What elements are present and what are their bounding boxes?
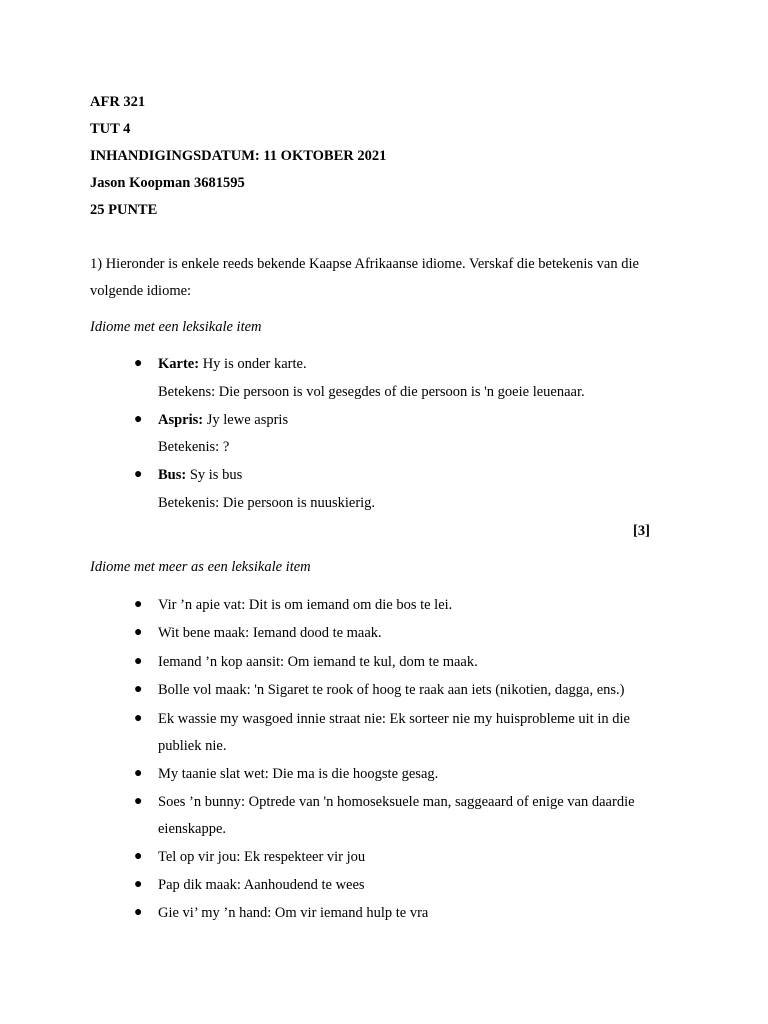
course-code: AFR 321 — [90, 94, 146, 110]
idiom-example: Sy is bus — [186, 467, 243, 483]
list-item: Tel op vir jou: Ek respekteer vir jou — [158, 849, 366, 865]
list-item: Ek wassie my wasgoed innie straat nie: Ek sorteer nie my huisprobleme uit in die — [158, 711, 630, 727]
section-1-title: Idiome met een leksikale item — [90, 319, 262, 335]
idiom-meaning: Betekenis: ? — [158, 439, 230, 455]
due-date: INHANDIGINGSDATUM: 11 OKTOBER 2021 — [90, 148, 387, 164]
question-1-line-1: 1) Hieronder is enkele reeds bekende Kaapse Afrikaanse idiome. Verskaf die betekenis van die — [90, 256, 639, 272]
total-points: 25 PUNTE — [90, 202, 158, 218]
list-item: Iemand ’n kop aansit: Om iemand te kul, dom te maak. — [158, 654, 478, 670]
student-name: Jason Koopman 3681595 — [90, 175, 245, 191]
bullet-icon: ● — [134, 467, 143, 482]
bullet-icon: ● — [134, 356, 143, 371]
bullet-icon: ● — [134, 412, 143, 427]
list-item: Vir ’n apie vat: Dit is om iemand om die bos te lei. — [158, 597, 453, 613]
list-item — [158, 467, 242, 484]
idiom-example: Jy lewe aspris — [203, 412, 289, 428]
list-item — [158, 412, 288, 429]
list-item: Gie vi’ my ’n hand: Om vir iemand hulp te vra — [158, 905, 429, 921]
list-item: Bolle vol maak: 'n Sigaret te rook of hoog te raak aan iets (nikotien, dagga, ens.) — [158, 682, 625, 698]
bullet-icon: ● — [134, 654, 143, 669]
list-item: Wit bene maak: Iemand dood te maak. — [158, 625, 382, 641]
bullet-icon: ● — [134, 625, 143, 640]
list-item — [158, 356, 307, 373]
section-1-marks: [3] — [633, 523, 650, 539]
list-item-continuation: eienskappe. — [158, 821, 227, 837]
bullet-icon: ● — [134, 682, 143, 697]
question-1-line-2: volgende idiome: — [90, 283, 192, 299]
bullet-icon: ● — [134, 597, 143, 612]
bullet-icon: ● — [134, 766, 143, 781]
bullet-icon: ● — [134, 905, 143, 920]
tutorial-number: TUT 4 — [90, 121, 131, 137]
idiom-term: Bus: — [158, 467, 187, 483]
list-item: My taanie slat wet: Die ma is die hoogste gesag. — [158, 766, 439, 782]
bullet-icon: ● — [134, 849, 143, 864]
list-item: Soes ’n bunny: Optrede van 'n homoseksuele man, saggeaard of enige van daardie — [158, 794, 635, 810]
list-item: Pap dik maak: Aanhoudend te wees — [158, 877, 365, 893]
list-item-continuation: publiek nie. — [158, 738, 227, 754]
idiom-term: Karte: — [158, 356, 200, 372]
bullet-icon: ● — [134, 794, 143, 809]
bullet-icon: ● — [134, 877, 143, 892]
idiom-term: Aspris: — [158, 412, 204, 428]
bullet-icon: ● — [134, 711, 143, 726]
idiom-example: Hy is onder karte. — [199, 356, 307, 372]
idiom-meaning: Betekens: Die persoon is vol gesegdes of die persoon is 'n goeie leuenaar. — [158, 384, 585, 400]
idiom-meaning: Betekenis: Die persoon is nuuskierig. — [158, 495, 376, 511]
section-2-title: Idiome met meer as een leksikale item — [90, 559, 311, 575]
